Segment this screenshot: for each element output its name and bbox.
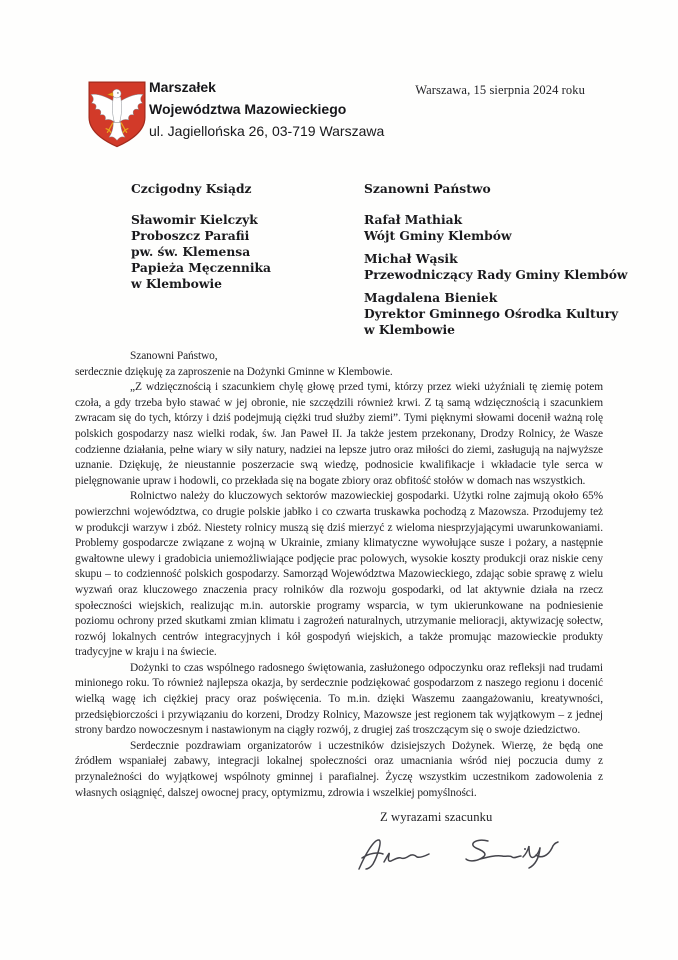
recipient-role: Dyrektor Gminnego Ośrodka Kultury [364, 306, 619, 321]
recipient-role: Proboszcz Parafii [131, 228, 250, 243]
mazovia-coat-of-arms-icon [86, 79, 148, 151]
body-salutation: Szanowni Państwo, [130, 350, 218, 362]
recipient-role: Wójt Gminy Klembów [364, 228, 512, 243]
recipients-officials [364, 181, 628, 345]
recipient-block [364, 251, 628, 283]
valediction: Z wyrazami szacunku [380, 810, 493, 825]
body-paragraph: „Z wdzięcznością i szacunkiem chylę głowę przed tymi, którzy przez wieki użyźniali tę ziemię potem czoła, a gdy trzeba było stawać w jej obronie, nie szczędzili również krwi. Z tą samą wdzięcznością i szacunkiem zwracam się do tych, którzy i dziś podejmują ciężki trud służby ziemi”. Tymi pięknymi słowami docenił ważną rolę polskich gospodarzy nasz wielki rodak, św. Jan Paweł II. Ja także jestem przekonany, Drodzy Rolnicy, że Wasze codzienne działania, pełne wiary w siły natury, nadziei na lepsze jutro oraz miłości do ziemi, zasługują na najwyższe uznanie. Dziękuję, że nieustannie poszerzacie swą wiedzę, podnosicie kwalifikacje i wkładacie tyle serca w pielęgnowanie upraw i hodowli, co przekłada się na bogate zbiory oraz obfitość stołów w domach nas wszystkich. [75, 381, 603, 487]
body-paragraph: Rolnictwo należy do kluczowych sektorów mazowieckiej gospodarki. Użytki rolne zajmują około 65% powierzchni województwa, co drugie polskie jabłko i co czwarta truskawka pochodzą z Mazowsza. Przodujemy też w produkcji warzyw i zbóż. Niestety rolnicy muszą się dziś mierzyć z wieloma niesprzyjającymi uwarunkowaniami. Problemy gospodarcze związane z wojną w Ukrainie, zmiany klimatyczne wywołujące susze i pożary, a następnie gwałtowne ulewy i gradobicia uniemożliwiające podjęcie prac polowych, wysokie koszty produkcji oraz niskie ceny skupu – to codzienność polskich gospodarzy. Samorząd Województwa Mazowieckiego, zdając sobie sprawę z wielu wyzwań oraz kluczowego znaczenia pracy rolników dla rozwoju gospodarki, od lat aktywnie działa na rzecz społeczności wiejskich, realizując m.in. autorskie programy wsparcia, w tym ukierunkowane na podniesienie poziomu ochrony przed skutkami zmian klimatu i zagrożeń naturalnych, utrzymanie melioracji, aktywizację sołectw, rozwój lokalnych centrów integracyjnych i kół gospodyń wiejskich, a także promując mazowieckie produkty tradycyjne w kraju i na świecie. [75, 490, 603, 659]
body-intro: serdecznie dziękuję za zaproszenie na Dożynki Gminne w Klembowie. [75, 365, 393, 378]
handwritten-signature [355, 831, 565, 875]
recipient-name: Michał Wąsik [364, 251, 458, 266]
recipient-place: w Klembowie [364, 322, 455, 337]
recipient-name: Magdalena Bieniek [364, 290, 498, 305]
recipient-block [131, 212, 341, 292]
recipient-block [364, 290, 619, 338]
letter-body [75, 349, 603, 875]
recipient-priest [131, 181, 341, 299]
body-paragraph: Serdecznie pozdrawiam organizatorów i uczestników dzisiejszych Dożynek. Wierzę, że będą one źródłem wspaniałej zabawy, integracji lokalnej społeczności oraz umacniania wśród niej poczucia dumy z przynależności do wyjątkowej wspólnoty gminnej i parafialnej. Życzę wszystkim uczestnikom zadowolenia z własnych osiągnięć, dalszej owocnej pracy, optymizmu, zdrowia i wszelkiej pomyślności. [75, 739, 603, 799]
recipient-role: Papieża Męczennika [131, 260, 271, 275]
sender-organization: Województwa Mazowieckiego [149, 101, 347, 117]
recipient-place: w Klembowie [131, 276, 222, 291]
recipient-salutation: Szanowni Państwo [364, 181, 491, 196]
dateline: Warszawa, 15 sierpnia 2024 roku [415, 83, 585, 97]
recipient-role: Przewodniczący Rady Gminy Klembów [364, 267, 628, 282]
recipient-name: Rafał Mathiak [364, 212, 463, 227]
opening-paragraph [75, 349, 603, 380]
body-paragraph: Dożynki to czas wspólnego radosnego świętowania, zasłużonego odpoczynku oraz refleksji nad trudami minionego roku. To również najlepsza okazja, by serdecznie podziękować gospodarzom z naszego regionu i docenić wielką wagę ich ciężkiej pracy oraz poświęcenia. To m.in. dzięki Waszemu zaangażowaniu, kreatywności, przedsiębiorczości i przywiązaniu do korzeni, Drodzy Rolnicy, Mazowsze jest regionem tak wyjątkowym – z jednej strony bardzo nowoczesnym i nastawionym na ciągły rozwój, z drugiej zaś troszczącym się o swoje dziedzictwo. [75, 661, 603, 737]
recipient-block [364, 212, 614, 244]
recipient-role: pw. św. Klemensa [131, 244, 251, 259]
sender-block [149, 76, 384, 142]
sender-address: ul. Jagiellońska 26, 03-719 Warszawa [149, 123, 385, 139]
sender-title: Marszałek [149, 79, 216, 95]
recipient-name: Sławomir Kielczyk [131, 212, 258, 227]
recipient-salutation: Czcigodny Ksiądz [131, 181, 252, 196]
